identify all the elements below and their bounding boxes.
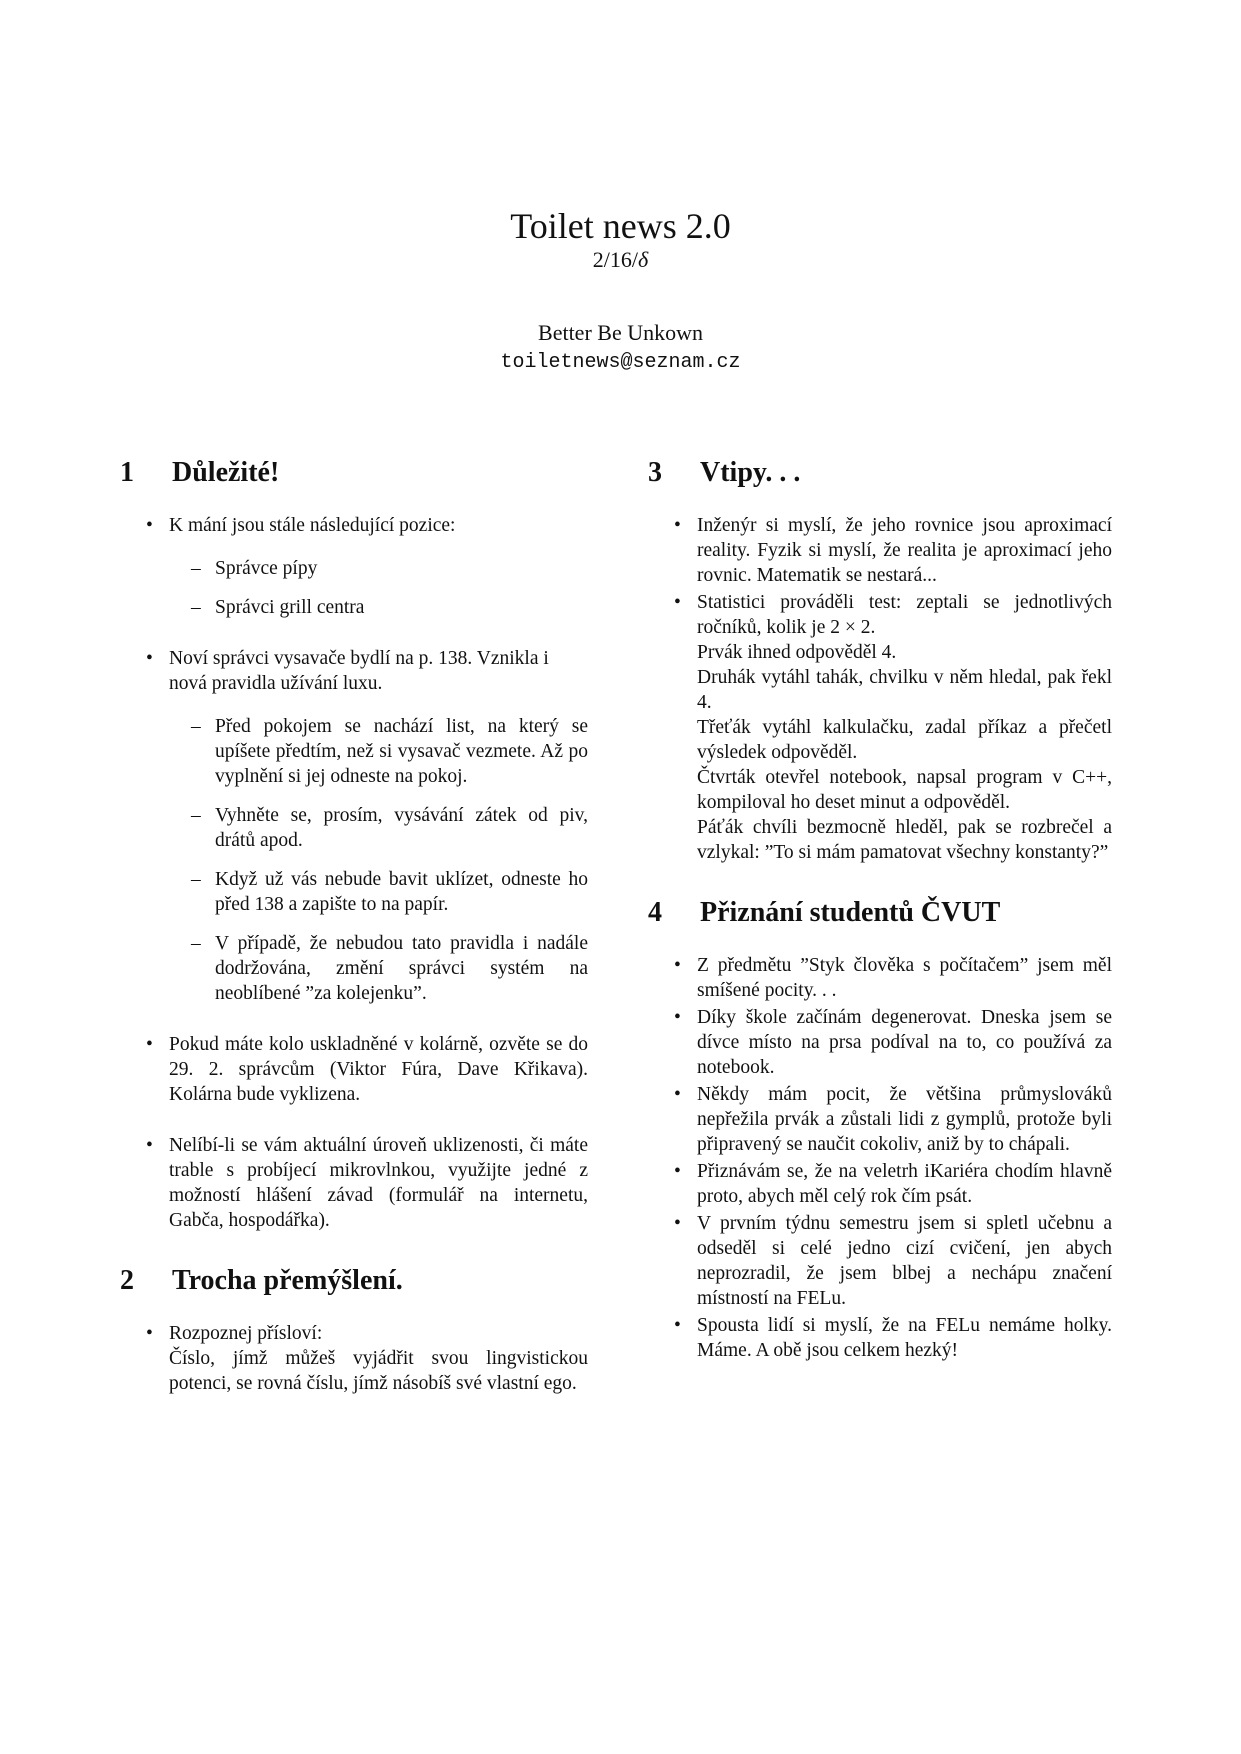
section-4-heading (648, 895, 1112, 931)
section-number: 3 (648, 457, 662, 488)
sub-item: – Vyhněte se, prosím, vysávání zátek od piv, drátů apod. (169, 803, 588, 853)
section-title: Vtipy. . . (700, 457, 801, 488)
list-item: • Někdy mám pocit, že většina průmyslováků nepřežila prvák a zůstali lidi z gymplů, protože byli připravený se naučit cokoliv, aniž by to chápali. (648, 1082, 1112, 1157)
list-item: • V prvním týdnu semestru jsem si spletl učebnu a odseděl si celé jedno cizí cvičení, jen abych neprozradil, že jsem blbej a nechápu značení místností na FELu. (648, 1211, 1112, 1311)
item-label: • Rozpoznej přísloví: (169, 1323, 323, 1344)
section-4-list (648, 953, 1112, 1363)
section-number: 2 (120, 1265, 134, 1296)
sub-item: – Správce pípy (169, 556, 588, 581)
section-2-list (120, 1321, 588, 1396)
left-column (120, 455, 588, 1396)
joke-line: Páťák chvíli bezmocně hleděl, pak se rozbrečel a vzlykal: ”To si mám pamatovat všechny konstanty?” (697, 817, 1112, 863)
section-3-list (648, 513, 1112, 865)
section-number: 4 (648, 897, 662, 928)
right-column (648, 455, 1112, 1365)
author-block (0, 318, 1241, 378)
sub-item: – V případě, že nebudou tato pravidla i nadále dodržována, změní správci systém na neoblíbené ”za kolejenku”. (169, 931, 588, 1006)
sub-item: – Správci grill centra (169, 595, 588, 620)
section-3-heading (648, 455, 1112, 491)
list-item: • Díky škole začínám degenerovat. Dneska jsem se dívce místo na prsa podíval na to, co používá za notebook. (648, 1005, 1112, 1080)
section-number: 1 (120, 457, 134, 488)
author-email: toiletnews@seznam.cz (500, 351, 741, 374)
list-item (120, 513, 588, 620)
joke-line: • Statistici prováděli test: zeptali se jednotlivých ročníků, kolik je 2 × 2. (697, 592, 1112, 638)
joke-line: Čtvrták otevřel notebook, napsal program v C++, kompiloval ho deset minut a odpověděl. (697, 767, 1112, 813)
section-title: Trocha přemýšlení. (172, 1265, 403, 1296)
section-title: Přiznání studentů ČVUT (700, 897, 1001, 928)
document-date (0, 247, 1241, 273)
author-name: Better Be Unkown (538, 320, 703, 345)
item-text: K mání jsou stále následující pozice: (169, 515, 456, 536)
sub-item: – Když už vás nebude bavit uklízet, odneste ho před 138 a zapište to na papír. (169, 867, 588, 917)
list-item (120, 646, 588, 1006)
sub-item: – Před pokojem se nachází list, na který se upíšete předtím, než si vysavač vezmete. Až po vyplnění si jej odneste na pokoj. (169, 714, 588, 789)
section-1-heading (120, 455, 588, 491)
title-block (0, 205, 1241, 273)
list-item: • Inženýr si myslí, že jeho rovnice jsou aproximací reality. Fyzik si myslí, že realita je aproximací jeho rovnic. Matematik se nestará... (648, 513, 1112, 588)
list-item (120, 1321, 588, 1396)
item-text: Noví správci vysavače bydlí na p. 138. Vznikla i nová pravidla užívání luxu. (169, 648, 549, 694)
section-1-list (120, 513, 588, 1233)
sub-list (169, 714, 588, 1006)
date-symbol: δ (638, 247, 649, 272)
section-2-heading (120, 1263, 588, 1299)
list-item: • Nelíbí-li se vám aktuální úroveň uklizenosti, či máte trable s probíjecí mikrovlnkou, využijte jedné z možností hlášení závad (formulář na internetu, Gabča, hospodářka). (120, 1133, 588, 1233)
joke-line: Prvák ihned odpověděl 4. (697, 642, 897, 663)
section-title: Důležité! (172, 457, 280, 488)
list-item: • Spousta lidí si myslí, že na FELu nemáme holky. Máme. A obě jsou celkem hezký! (648, 1313, 1112, 1363)
list-item: • Pokud máte kolo uskladněné v kolárně, ozvěte se do 29. 2. správcům (Viktor Fúra, Dave Křikava). Kolárna bude vyklizena. (120, 1032, 588, 1107)
list-item: • Z předmětu ”Styk člověka s počítačem” jsem měl smíšené pocity. . . (648, 953, 1112, 1003)
date-prefix: 2/16/ (592, 247, 638, 272)
joke-line: Druhák vytáhl tahák, chvilku v něm hledal, pak řekl 4. (697, 667, 1112, 713)
list-item: • Přiznávám se, že na veletrh iKariéra chodím hlavně proto, abych měl celý rok čím psát. (648, 1159, 1112, 1209)
item-text: Číslo, jímž můžeš vyjádřit svou lingvistickou potenci, se rovná číslu, jímž násobíš své vlastní ego. (169, 1348, 588, 1394)
joke-line: Třeťák vytáhl kalkulačku, zadal příkaz a přečetl výsledek odpověděl. (697, 717, 1112, 763)
sub-list (169, 556, 588, 620)
list-item (648, 590, 1112, 865)
document-title: Toilet news 2.0 (510, 206, 731, 246)
